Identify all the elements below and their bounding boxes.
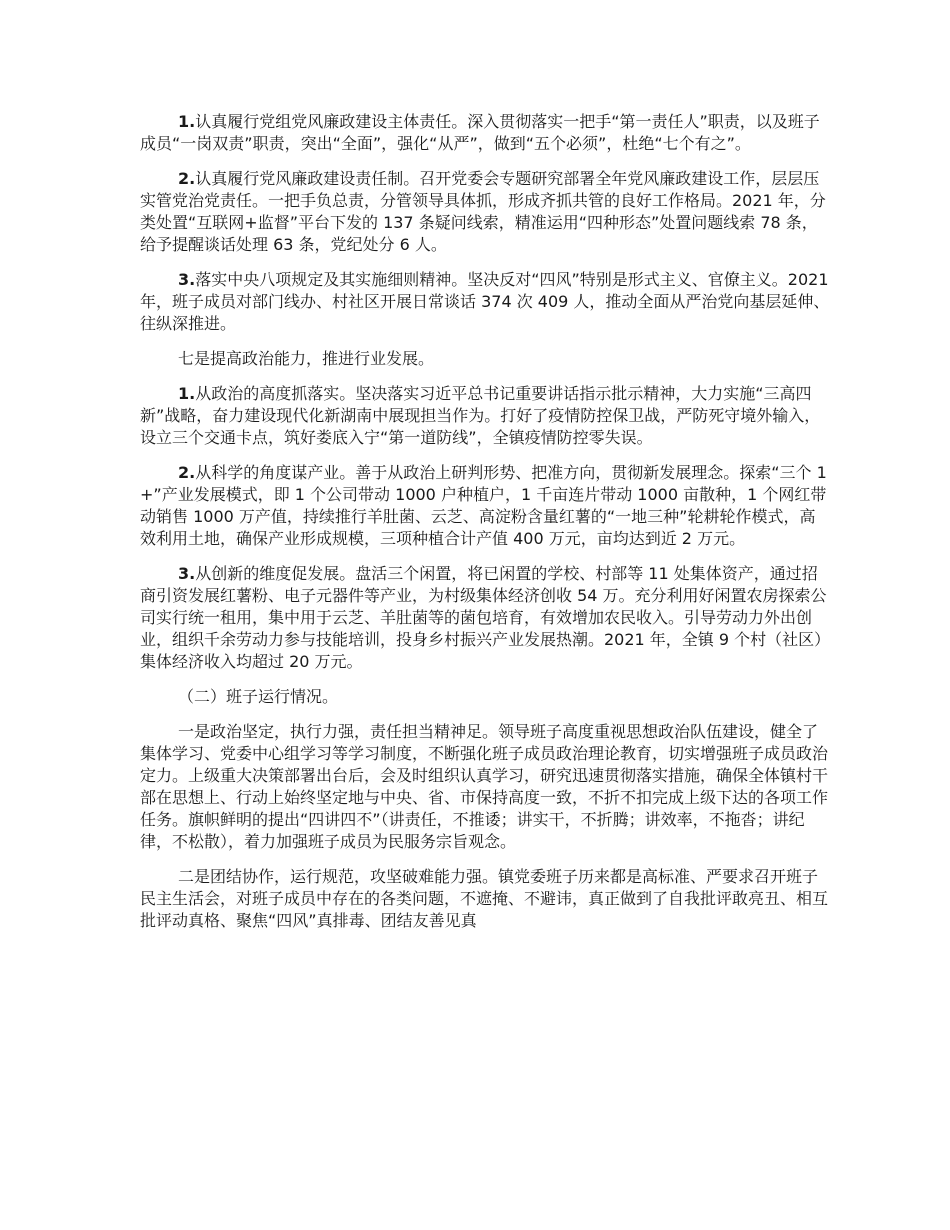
paragraph-number: 1. <box>178 112 196 131</box>
paragraph-text: 二是团结协作，运行规范，攻坚破难能力强。镇党委班子历来都是高标准、严要求召开班子民主生活会，对班子成员中存在的各类问题，不遮掩、不避讳，真正做到了自我批评敢亮丑、相互批评动真格、聚焦“四风”真排毒、团结友善见真 <box>140 867 829 930</box>
paragraph-text: 落实中央八项规定及其实施细则精神。坚决反对“四风”特别是形式主义、官僚主义。2021 年，班子成员对部门线办、村社区开展日常谈话 374 次 409 人，推动全面从严治党向基层延伸、往纵深推进。 <box>140 270 830 333</box>
paragraph-number: 1. <box>178 384 196 403</box>
paragraph-number: 2. <box>178 169 196 188</box>
paragraph-2 <box>140 168 830 256</box>
paragraph-6 <box>140 462 830 550</box>
document-body <box>140 111 830 945</box>
paragraph-text: 从创新的维度促发展。盘活三个闲置，将已闲置的学校、村部等 11 处集体资产，通过招商引资发展红薯粉、电子元器件等产业，为村级集体经济创收 54 万。充分利用好闲置农房探索公司实行统一租用，集中用于云芝、羊肚菌等的菌包培育，有效增加农民收入。引导劳动力外出创业，组织千余劳动力参与技能培训，投身乡村振兴产业发展热潮。2021 年，全镇 9 个村（社区）集体经济收入均超过 20 万元。 <box>140 564 827 671</box>
section-heading-7 <box>140 348 830 370</box>
paragraph-3 <box>140 269 830 335</box>
paragraph-9 <box>140 721 830 853</box>
paragraph-7 <box>140 563 830 673</box>
paragraph-text: 从科学的角度谋产业。善于从政治上研判形势、把准方向，贯彻新发展理念。探索“三个 1+”产业发展模式，即 1 个公司带动 1000 户种植户，1 千亩连片带动 1000 亩散种，1 个网红带动销售 1000 万产值，持续推行羊肚菌、云芝、高淀粉含量红薯的“一地三种”轮耕轮作模式，高效利用土地，确保产业形成规模，三项种植合计产值 400 万元，亩均达到近 2 万元。 <box>140 463 827 548</box>
paragraph-number: 2. <box>178 463 196 482</box>
paragraph-10 <box>140 866 830 932</box>
paragraph-text: 从政治的高度抓落实。坚决落实习近平总书记重要讲话指示批示精神，大力实施“三高四新”战略，奋力建设现代化新湖南中展现担当作为。打好了疫情防控保卫战，严防死守境外输入，设立三个交通卡点，筑好娄底入宁“第一道防线”，全镇疫情防控零失误。 <box>140 384 821 447</box>
paragraph-1 <box>140 111 830 155</box>
paragraph-text: 一是政治坚定，执行力强，责任担当精神足。领导班子高度重视思想政治队伍建设，健全了集体学习、党委中心组学习等学习制度，不断强化班子成员政治理论教育，切实增强班子成员政治定力。上级重大决策部署出台后，会及时组织认真学习，研究迅速贯彻落实措施，确保全体镇村干部在思想上、行动上始终坚定地与中央、省、市保持高度一致，不折不扣完成上级下达的各项工作任务。旗帜鲜明的提出“四讲四不”（讲责任，不推诿；讲实干，不折腾；讲效率，不拖沓；讲纪律，不松散），着力加强班子成员为民服务宗旨观念。 <box>140 722 829 851</box>
paragraph-number: 3. <box>178 564 196 583</box>
heading-text: 七是提高政治能力，推进行业发展。 <box>178 349 435 368</box>
paragraph-number: 3. <box>178 270 196 289</box>
section-heading-2 <box>140 686 830 708</box>
paragraph-text: 认真履行党组党风廉政建设主体责任。深入贯彻落实一把手“第一责任人”职责，以及班子成员“一岗双责”职责，突出“全面”，强化“从严”，做到“五个必须”，杜绝“七个有之”。 <box>140 112 820 153</box>
paragraph-text: 认真履行党风廉政建设责任制。召开党委会专题研究部署全年党风廉政建设工作，层层压实管党治党责任。一把手负总责，分管领导具体抓，形成齐抓共管的良好工作格局。2021 年，分类处置“互联网+监督”平台下发的 137 条疑问线索，精准运用“四种形态”处置问题线索 78 条，给予提醒谈话处理 63 条，党纪处分 6 人。 <box>140 169 826 254</box>
heading-text: （二）班子运行情况。 <box>178 687 339 706</box>
paragraph-5 <box>140 383 830 449</box>
